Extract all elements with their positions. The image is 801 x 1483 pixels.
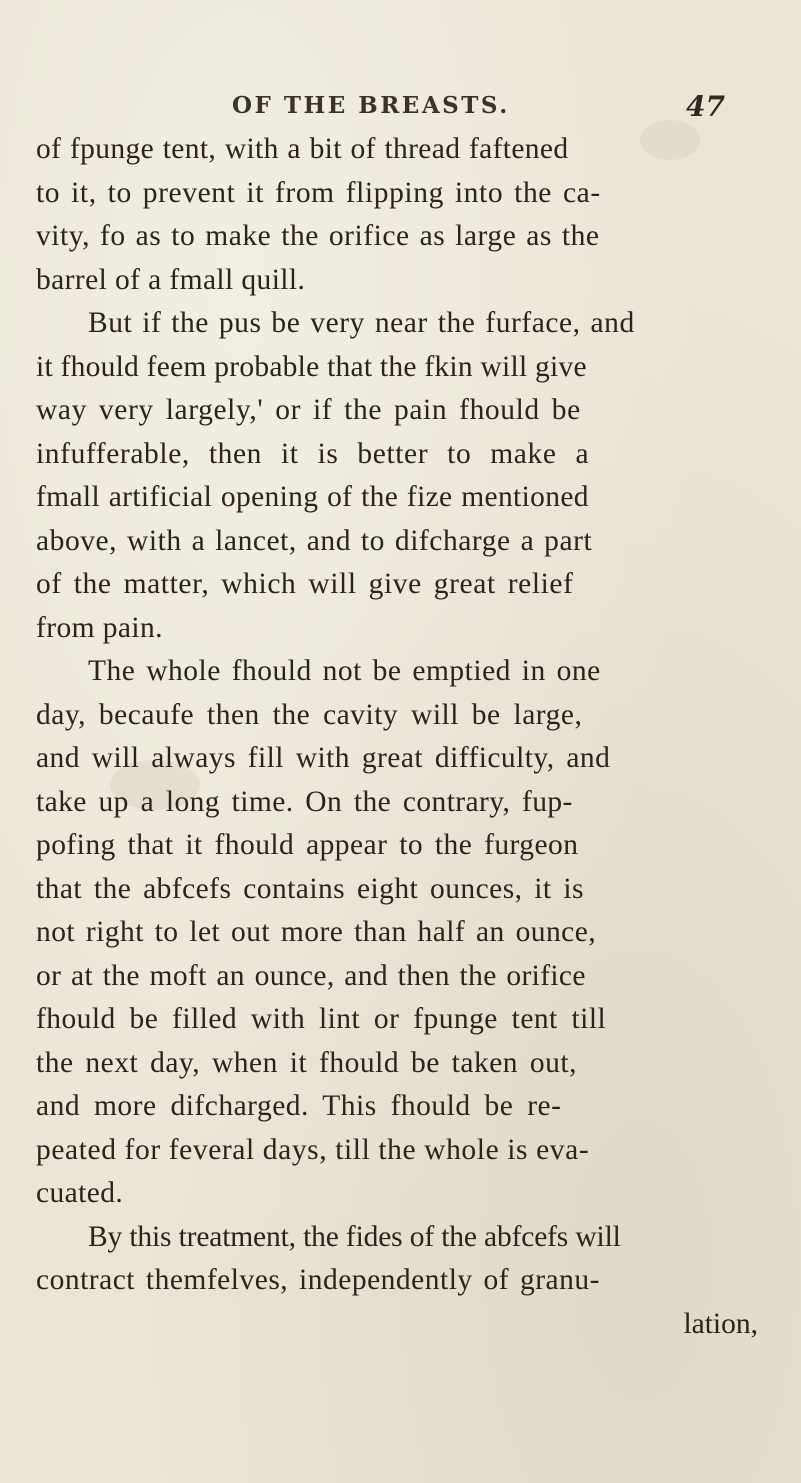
paragraph-start-line: By this treatment, the fides of the abfcefs will bbox=[88, 1220, 621, 1253]
text-line: above, with a lancet, and to difcharge a part bbox=[36, 524, 593, 557]
text-line: vity, fo as to make the orifice as large as the bbox=[36, 220, 600, 252]
page-number: 47 bbox=[686, 90, 725, 123]
text-line: fhould be filled with lint or fpunge tent till bbox=[36, 1003, 607, 1035]
text-line: of the matter, which will give great relief bbox=[36, 568, 574, 600]
catchword-line: lation, bbox=[683, 1307, 758, 1340]
text-line: that the abfcefs contains eight ounces, it is bbox=[36, 872, 584, 905]
text-line: it fhould feem probable that the fkin will give bbox=[36, 350, 587, 383]
text-line: the next day, when it fhould be taken out, bbox=[36, 1046, 577, 1079]
text-line: way very largely,' or if the pain fhould be bbox=[36, 394, 581, 426]
running-head: OF THE BREASTS. bbox=[232, 92, 510, 119]
text-line: fmall artificial opening of the fize mentioned bbox=[36, 481, 589, 513]
text-line: or at the moft an ounce, and then the orifice bbox=[36, 959, 586, 992]
text-line: peated for feveral days, till the whole is eva- bbox=[36, 1133, 590, 1166]
text-line: not right to let out more than half an ounce, bbox=[36, 916, 597, 948]
text-line: cuated. bbox=[36, 1177, 124, 1209]
text-line: and will always fill with great difficulty, and bbox=[36, 742, 611, 774]
text-line: pofing that it fhould appear to the furgeon bbox=[36, 829, 579, 861]
text-line: from pain. bbox=[36, 611, 163, 644]
text-line: barrel of a fmall quill. bbox=[36, 263, 306, 296]
paragraph-start-line: But if the pus be very near the furface, and bbox=[88, 307, 635, 339]
text-line: take up a long time. On the contrary, fup- bbox=[36, 785, 573, 818]
text-line: day, becaufe then the cavity will be large, bbox=[36, 698, 583, 731]
text-line: and more difcharged. This fhould be re- bbox=[36, 1090, 562, 1122]
text-line: contract themfelves, independently of granu- bbox=[36, 1264, 600, 1296]
page-header bbox=[0, 92, 801, 128]
paragraph-start-line: The whole fhould not be emptied in one bbox=[88, 655, 601, 687]
text-line: to it, to prevent it from flipping into the ca- bbox=[36, 176, 601, 209]
body-text bbox=[36, 128, 776, 1346]
text-line: of fpunge tent, with a bit of thread faftened bbox=[36, 133, 569, 165]
text-line: infufferable, then it is better to make a bbox=[36, 437, 590, 470]
